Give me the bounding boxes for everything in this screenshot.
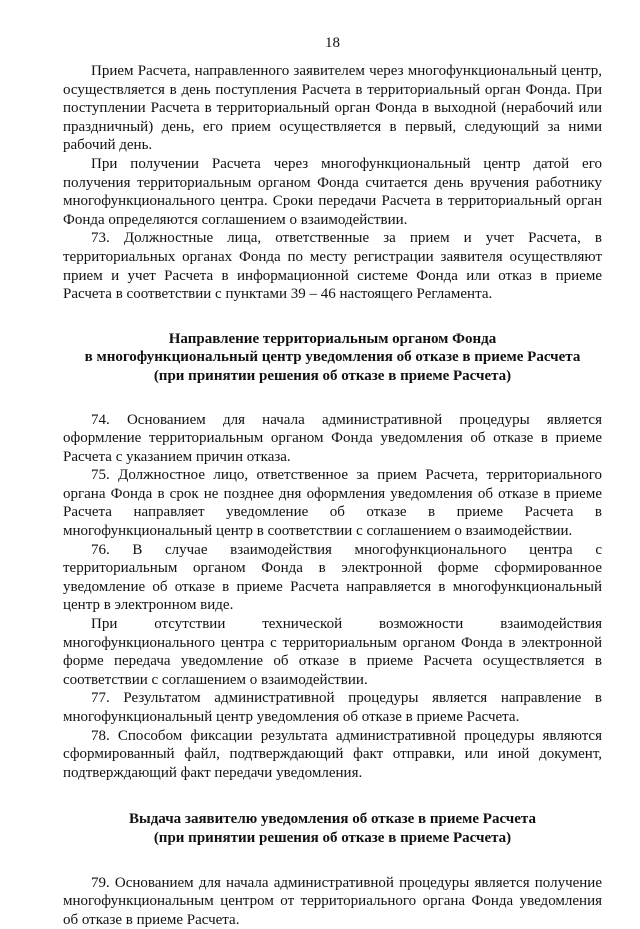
heading-line: Направление территориальным органом Фонда <box>168 330 497 347</box>
intro-section <box>63 62 602 304</box>
paragraph-75: 75. Должностное лицо, ответственное за прием Расчета, территориального органа Фонда в срок не позднее дня оформления уведомления об отказе в приеме Расчета направляет уведомление об отказе в приеме Расчета в многофункциональный центр в соответствии с соглашением о взаимодействии. <box>63 467 602 540</box>
paragraph-79: 79. Основанием для начала административной процедуры является получение многофункциональным центром от территориального органа Фонда уведомления об отказе в приеме Расчета. <box>63 874 602 928</box>
heading-line: (при принятии решения об отказе в приеме Расчета) <box>153 829 512 846</box>
section-heading-notification-to-mfc <box>63 330 602 386</box>
paragraph: При получении Расчета через многофункциональный центр датой его получения территориальным органом Фонда считается день вручения работнику многофункционального центра. Сроки передачи Расчета в территориальный орган Фонда определяются соглашением о взаимодействии. <box>63 155 602 228</box>
paragraph: При отсутствии технической возможности взаимодействия многофункционального центра с территориальным органом Фонда в электронной форме передача уведомление об отказе в приеме Расчета осуществляется в соответствии с соглашением о взаимодействии. <box>63 616 602 688</box>
heading-line: (при принятии решения об отказе в приеме Расчета) <box>153 367 512 384</box>
body-section-2 <box>63 874 602 929</box>
section-heading-issue-to-applicant <box>63 810 602 847</box>
paragraph-77: 77. Результатом административной процедуры является направление в многофункциональный центр уведомления об отказе в приеме Расчета. <box>63 690 602 725</box>
paragraph-73: 73. Должностные лица, ответственные за прием и учет Расчета, в территориальных органах Фонда по месту регистрации заявителя осуществляют прием и учет Расчета в информационной системе Фонда или отказ в приеме Расчета в соответствии с пунктами 39 – 46 настоящего Регламента. <box>63 230 602 303</box>
paragraph: Прием Расчета, направленного заявителем через многофункциональный центр, осуществляется в день поступления Расчета в территориальный орган Фонда. При поступлении Расчета в территориальный орган Фонда в выходной (нерабочий или праздничный) день, его прием осуществляется в первый, следующий за ними рабочий день. <box>63 63 602 154</box>
heading-line: Выдача заявителю уведомления об отказе в приеме Расчета <box>129 811 536 828</box>
body-section-1 <box>63 411 602 783</box>
paragraph-74: 74. Основанием для начала административной процедуры является оформление территориальным органом Фонда уведомления об отказе в приеме Расчета с указанием причин отказа. <box>63 411 602 465</box>
paragraph-76: 76. В случае взаимодействия многофункционального центра с территориальным органом Фонда в электронной форме сформированное уведомление об отказе в приеме Расчета направляется в многофункциональный центр в электронном виде. <box>63 541 602 614</box>
paragraph-78: 78. Способом фиксации результата административной процедуры являются сформированный файл, подтверждающий факт отправки, или иной документ, подтверждающий факт передачи уведомления. <box>63 727 602 781</box>
page-number: 18 <box>325 35 340 51</box>
heading-line: в многофункциональный центр уведомления об отказе в приеме Расчета <box>84 349 581 366</box>
